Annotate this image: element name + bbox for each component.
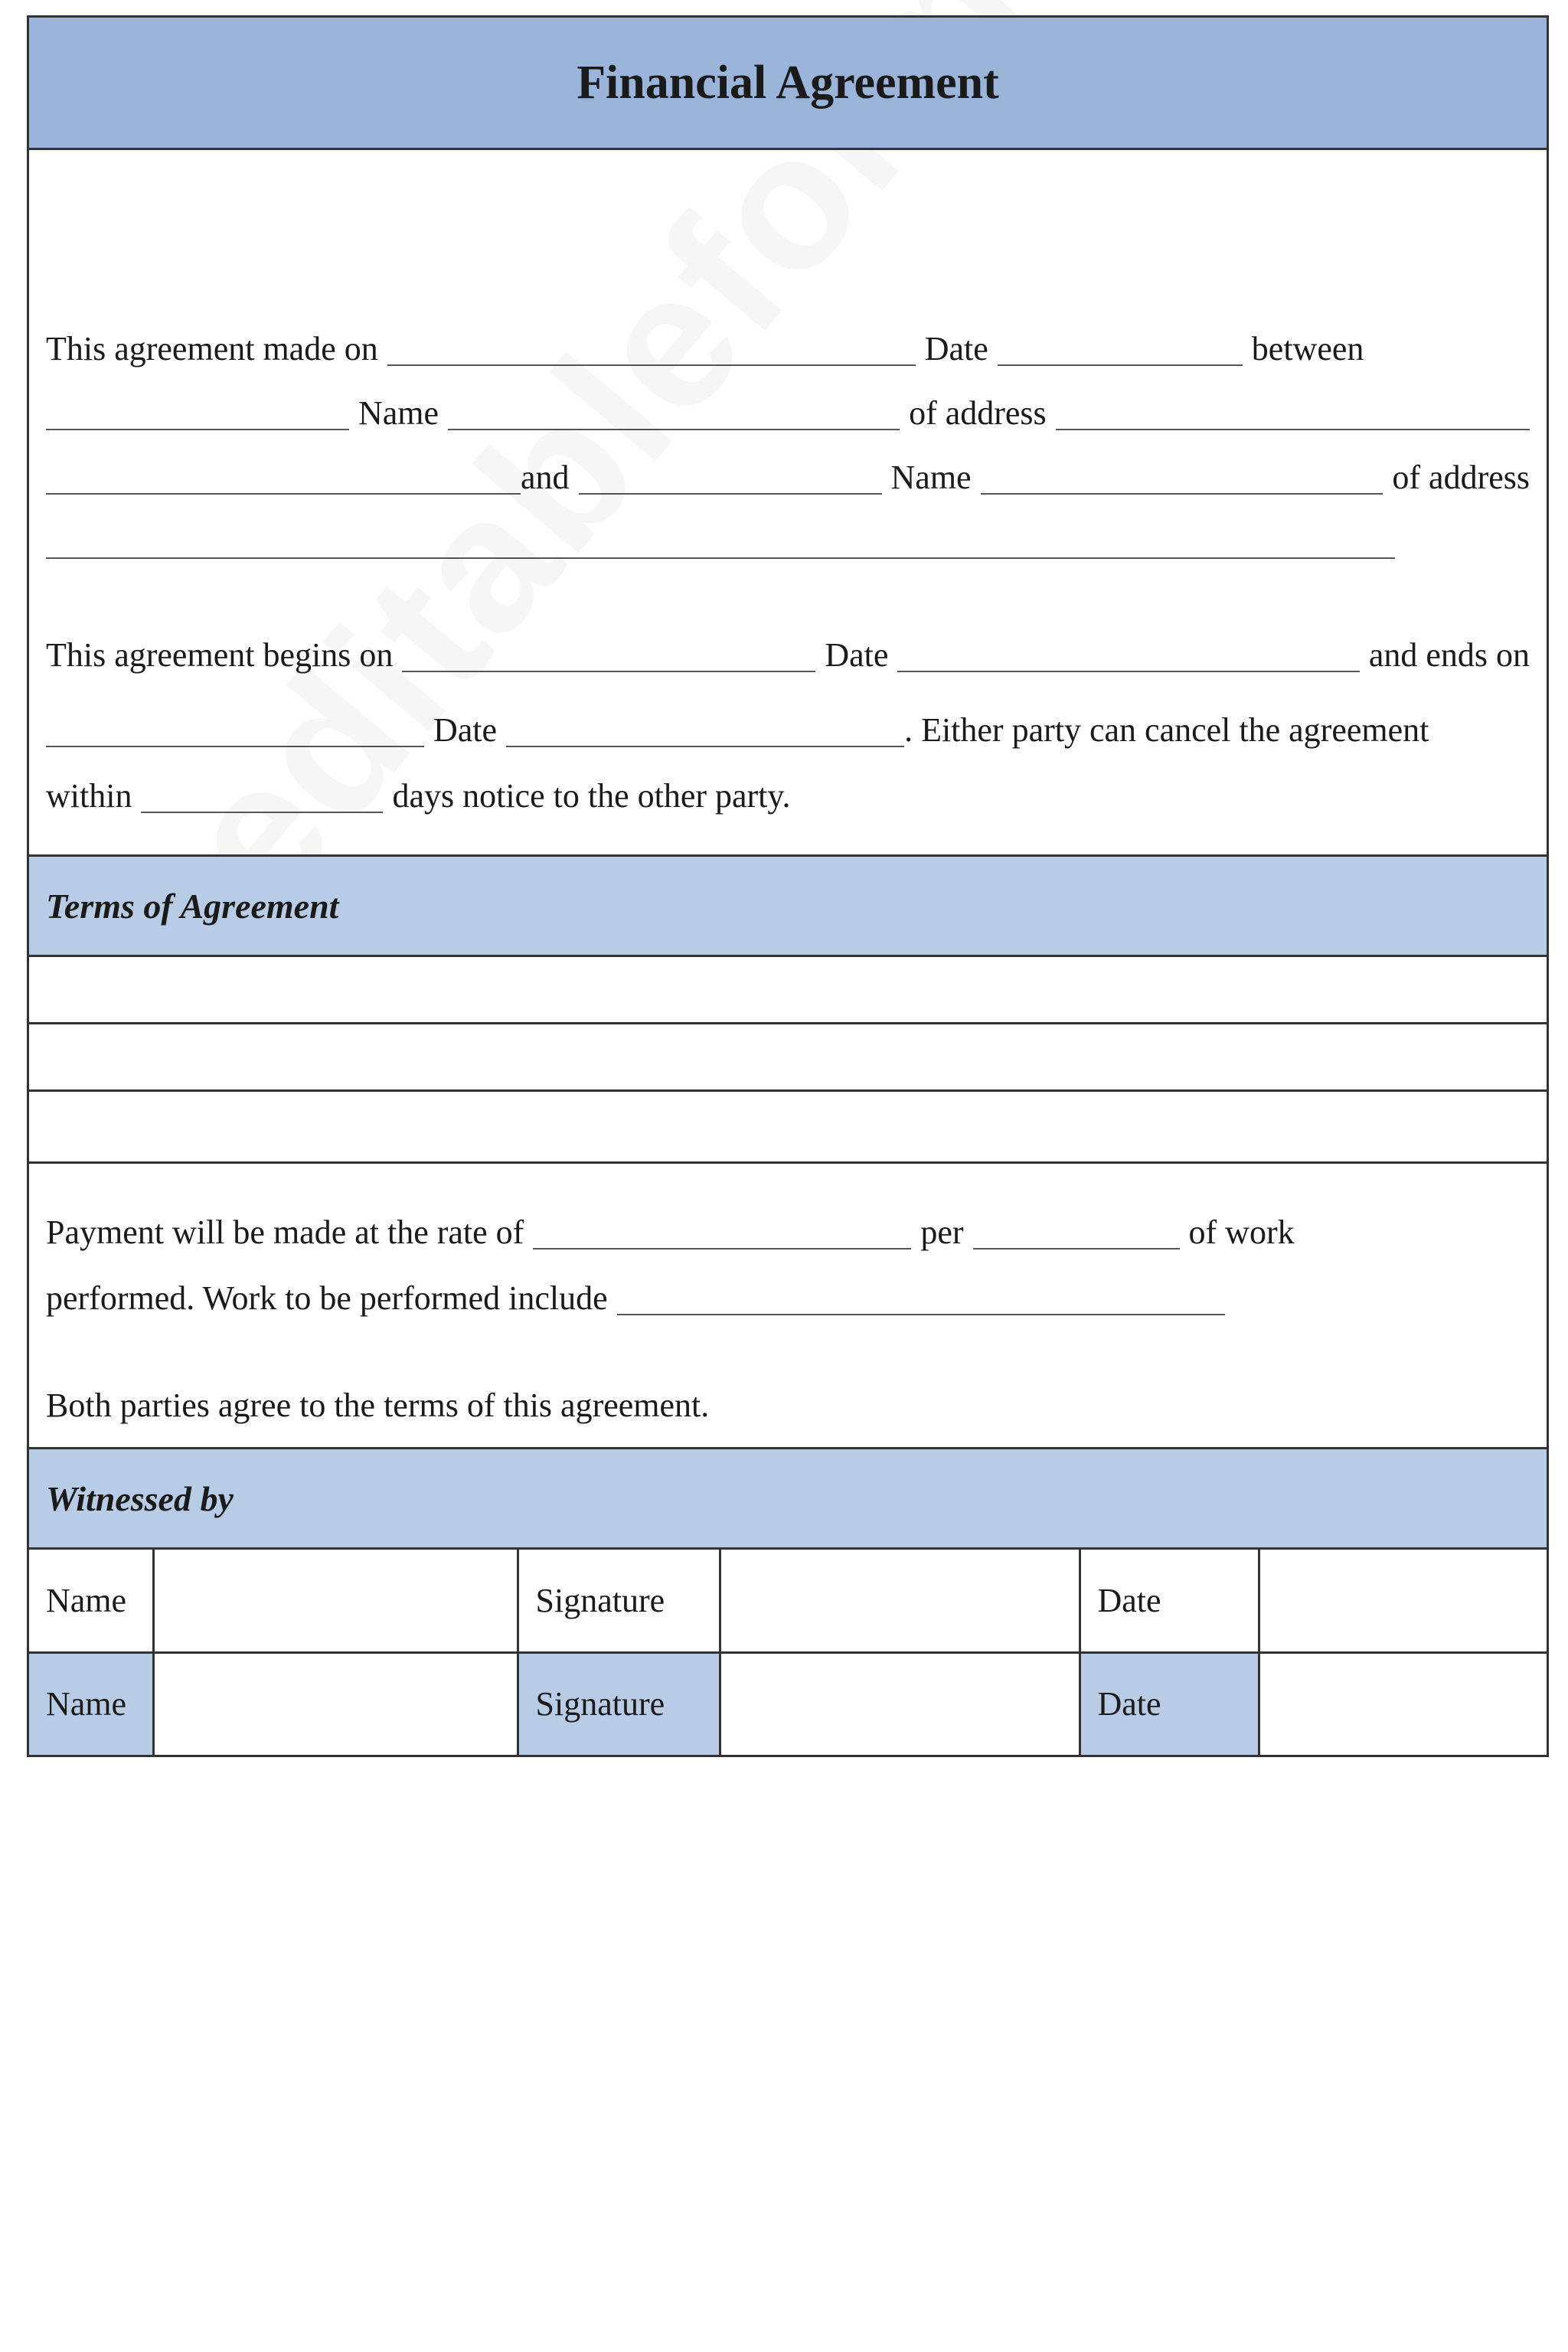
work-field[interactable] — [617, 1280, 1225, 1315]
address2-field[interactable] — [46, 524, 1395, 559]
name-label: Name — [358, 394, 439, 432]
days-notice-label: days notice to the other party. — [392, 777, 791, 815]
witness-name-field[interactable] — [153, 1550, 518, 1652]
payment-section — [29, 1164, 1547, 1447]
date-label: Date — [924, 330, 988, 368]
terms-line-1[interactable] — [29, 957, 1547, 1024]
made-on-field[interactable] — [387, 331, 916, 366]
witness-signature-label: Signature — [518, 1652, 720, 1755]
witness-date-field[interactable] — [1259, 1652, 1547, 1755]
financial-agreement-form — [27, 15, 1549, 1757]
of-address2-label: of address — [1392, 459, 1530, 496]
witness-signature-label: Signature — [518, 1550, 720, 1652]
terms-header — [29, 854, 1547, 957]
witness-signature-field[interactable] — [720, 1550, 1080, 1652]
party2-field[interactable] — [579, 459, 882, 495]
both-agree-text: Both parties agree to the terms of this agreement. — [46, 1387, 710, 1424]
begins-on-field[interactable] — [402, 637, 815, 672]
terms-line-3[interactable] — [29, 1092, 1547, 1164]
terms-line-2[interactable] — [29, 1024, 1547, 1092]
begin-date-field[interactable] — [897, 637, 1359, 672]
within-label: within — [46, 777, 132, 815]
per-field[interactable] — [973, 1214, 1180, 1250]
witness-name-field[interactable] — [153, 1652, 518, 1755]
witness-signature-field[interactable] — [720, 1652, 1080, 1755]
witness-date-label: Date — [1080, 1652, 1259, 1755]
party1-field[interactable] — [46, 395, 349, 430]
witness-row — [29, 1550, 1547, 1652]
witness-table — [29, 1550, 1547, 1755]
witness-header — [29, 1447, 1547, 1550]
date-begins-label: Date — [825, 636, 889, 674]
address-continued-field[interactable] — [46, 459, 521, 495]
name-field[interactable] — [448, 395, 900, 430]
per-label: per — [920, 1214, 964, 1251]
witness-name-label: Name — [29, 1652, 153, 1755]
between-label: between — [1251, 330, 1364, 368]
date-ends-label: Date — [433, 711, 498, 749]
and-label: and — [521, 459, 570, 496]
address-field[interactable] — [1056, 395, 1530, 430]
performed-label: performed. Work to be performed include — [46, 1279, 608, 1317]
ends-on-label: and ends on — [1368, 636, 1530, 674]
date-field[interactable] — [998, 331, 1243, 366]
begins-on-label: This agreement begins on — [46, 636, 394, 674]
terms-header-label: Terms of Agreement — [46, 886, 339, 926]
intro-section — [29, 150, 1547, 701]
witness-row — [29, 1652, 1547, 1755]
made-on-label: This agreement made on — [46, 330, 378, 368]
witness-header-label: Witnessed by — [46, 1478, 234, 1518]
cancel-label: . Either party can cancel the agreement — [904, 711, 1429, 749]
ends-on-field[interactable] — [46, 712, 424, 747]
witness-date-field[interactable] — [1259, 1550, 1547, 1652]
of-work-label: of work — [1188, 1214, 1295, 1251]
name2-label: Name — [890, 459, 972, 496]
rate-field[interactable] — [533, 1214, 911, 1250]
form-title: Financial Agreement — [577, 56, 999, 109]
witness-name-label: Name — [29, 1550, 153, 1652]
term-section — [29, 701, 1547, 854]
end-date-field[interactable] — [506, 712, 904, 747]
of-address-label: of address — [909, 394, 1047, 432]
name2-field[interactable] — [981, 459, 1383, 495]
days-field[interactable] — [141, 778, 383, 813]
rate-of-label: Payment will be made at the rate of — [46, 1214, 524, 1251]
witness-date-label: Date — [1080, 1550, 1259, 1652]
title-bar — [29, 18, 1547, 150]
